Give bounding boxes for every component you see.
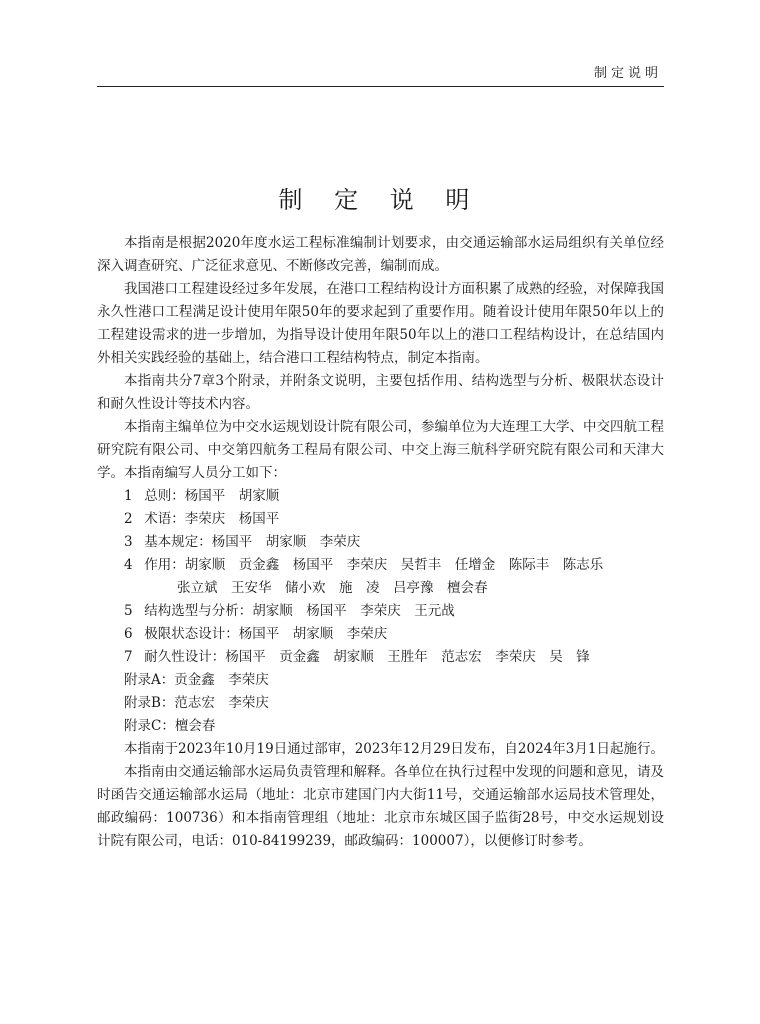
- paragraph-dates: 本指南于2023年10月19日通过部审，2023年12月29日发布，自2024年3月1日起施行。: [124, 741, 664, 757]
- chapter-number: 6: [124, 626, 133, 642]
- chapter-authors: 张立斌 王安华 储小欢 施 凌 吕亭豫 檀会春: [177, 580, 488, 596]
- chapter-item: [97, 508, 664, 531]
- appendix-item: 附录A：贡金鑫 李荣庆: [124, 672, 269, 688]
- paragraph-contact: 本指南由交通运输部水运局负责管理和解释。各单位在执行过程中发现的问题和意见，请及时函告交通运输部水运局（地址：北京市建国门内大街11号，交通运输部水运局技术管理处，邮政编码：100736）和本指南管理组（地址：北京市东城区国子监街28号，中交水运规划设计院有限公司，电话：010-84199239，邮政编码：100007），以便修订时参考。: [97, 764, 664, 849]
- chapter-number: 3: [124, 534, 133, 550]
- chapter-authors: 结构选型与分析：胡家顺 杨国平 李荣庆 王元战: [144, 603, 455, 619]
- appendix-item: 附录C：檀会春: [124, 718, 216, 734]
- paragraph-intro: 本指南是根据2020年度水运工程标准编制计划要求，由交通运输部水运局组织有关单位经深入调查研究、广泛征求意见、不断修改完善，编制而成。: [97, 235, 664, 274]
- chapter-number: 1: [124, 488, 133, 504]
- chapter-item: [97, 531, 664, 554]
- chapter-authors: 耐久性设计：杨国平 贡金鑫 胡家顺 王胜年 范志宏 李荣庆 吴 锋: [144, 649, 590, 665]
- chapter-item-continuation: [97, 577, 664, 600]
- paragraph-units: 本指南主编单位为中交水运规划设计院有限公司，参编单位为大连理工大学、中交四航工程研究院有限公司、中交第四航务工程局有限公司、中交上海三航科学研究院有限公司和天津大学。本指南编写人员分工如下：: [97, 419, 664, 481]
- chapter-authors: 作用：胡家顺 贡金鑫 杨国平 李荣庆 吴哲丰 任增金 陈际丰 陈志乐: [144, 557, 604, 573]
- chapter-authors: 极限状态设计：杨国平 胡家顺 李荣庆: [144, 626, 388, 642]
- chapter-number: 2: [124, 511, 133, 527]
- chapter-number: 5: [124, 603, 133, 619]
- chapter-item: [97, 485, 664, 508]
- page-title: 制 定 说 明: [278, 186, 482, 214]
- chapter-number: 7: [124, 649, 133, 665]
- appendix-item: 附录B：范志宏 李荣庆: [124, 695, 269, 711]
- chapter-item: [97, 554, 664, 577]
- running-header: 制定说明: [593, 66, 662, 81]
- chapter-item: [97, 600, 664, 623]
- chapter-item: [97, 623, 664, 646]
- document-body: [97, 232, 664, 853]
- chapter-authors: 术语：李荣庆 杨国平: [144, 511, 280, 527]
- paragraph-structure: 本指南共分7章3个附录，并附条文说明，主要包括作用、结构选型与分析、极限状态设计和耐久性设计等技术内容。: [97, 373, 664, 412]
- paragraph-background: 我国港口工程建设经过多年发展，在港口工程结构设计方面积累了成熟的经验，对保障我国永久性港口工程满足设计使用年限50年的要求起到了重要作用。随着设计使用年限50年以上的工程建设需求的进一步增加，为指导设计使用年限50年以上的港口工程结构设计，在总结国内外相关实践经验的基础上，结合港口工程结构特点，制定本指南。: [97, 281, 664, 366]
- chapter-authors: 总则：杨国平 胡家顺: [144, 488, 280, 504]
- chapter-number: 4: [124, 557, 133, 573]
- chapter-authors: 基本规定：杨国平 胡家顺 李荣庆: [144, 534, 361, 550]
- chapter-item: [97, 646, 664, 669]
- header-rule: [97, 86, 664, 87]
